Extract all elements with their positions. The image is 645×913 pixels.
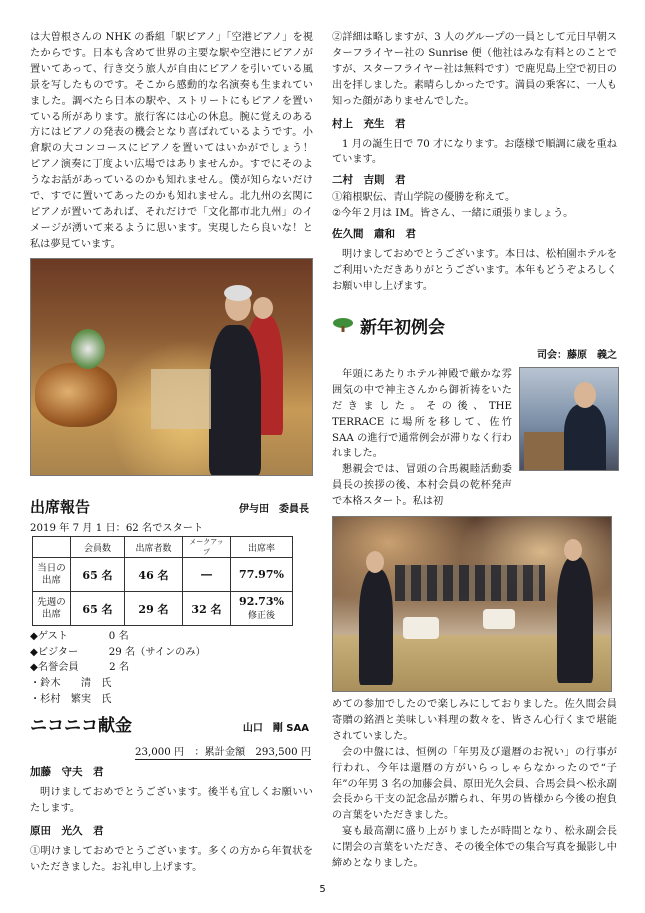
meeting-text-3: めての参加でしたので楽しみにしておりました。佐久間会員寄贈の銘酒と美味しい料理の数々を、皆さん心行くまで堪能されていました。 [332,699,617,742]
donor-name: 加藤 守夫 君 [30,766,104,779]
piano-essay-text: は大曽根さんの NHK の番組「駅ピアノ」「空港ピアノ」を視たからです。日本も含めて世界の主要な駅や空港にピアノが置いてあって、行き交う旅人が自由にピアノを引いている風景を写したものです。そこから感動的な名演奏も生まれていました。調べたら日本の駅や、ストリートにもピアノを置いている所があります。旅行客には心の休息。腕に覚えのある方にはピアノの発表の機会となり喜ばれているようです。小倉駅の大コンコースにピアノを置いてはいかがでしょう！ ピアノ演奏に丁度よい広場ではありませんか。すでにそのようなお話があっているのかも知れません。僕が知らないだけで、すでに置いてあったのかも知れません。北九州の玄関にピアノが置いてあれば、それだけで「文化都市北九州」のイメージが湧いて来るように思います。実現したら良いな！と私は夢見ています。 [30,32,324,250]
meeting-text-4: 会の中盤には、恒例の「年男及び還暦のお祝い」の行事が行われ、今年は還暦の方がいらっしゃらなかったので“子年”の年男 3 名の加藤会員、原田光久会員、合馬会員へ松永副会長から干支の記念品が贈られ、年男の皆様から今後の抱負の言葉をいただきました。 [332,746,617,822]
nikoniko-title: ニコニコ献金 [30,716,132,737]
donor-message: ①箱根駅伝、青山学院の優勝を称えて。 ②今年２月は IM。皆さん、一緒に頑張りましょう。 [332,192,574,220]
table [403,617,439,639]
nikoniko-reporter: 山口 剛 SAA [242,723,309,735]
table-row: 会員数 出席者数 メークアップ 出席率 [33,537,293,558]
donor-message-cont: ②詳細は略しますが、3 人のグループの一員として元日早朝スターフライヤー社の Sunrise 便（他社はみな有料とのことですが、スターフライヤー社は無料です）で鹿児島上空で初日の出を拝しました。素晴らしかったです。満員の乗客に、一人も知った顔がありませんでした。 [332,32,617,107]
right-column [332,30,617,872]
nikoniko-amount-line [30,743,311,758]
attendance-header [30,496,313,517]
nikoniko-total: ：累計金額 293,500 円 [194,747,311,759]
attendance-title: 出席報告 [30,497,91,516]
nikoniko-header [30,711,313,736]
attendance-reporter: 伊与田 委員長 [239,503,309,515]
table [483,609,515,629]
ballroom-photo [332,516,612,692]
crowd [395,565,545,601]
meeting-header [332,313,617,338]
donor-name: 村上 充生 君 [332,117,406,130]
guest-count: ◆ゲスト 0 名 [30,631,129,643]
honorary-member: ・杉村 繁実 氏 [30,693,112,705]
flower-arrangement [71,329,105,369]
meeting-text-1: 年頭にあたりホテル神殿で厳かな雰囲気の中で神主さんから御祈祷をいただきました。その後、THE TERRACE に場所を移して、佐竹 SAA の進行で通常例会が滞りなく行われました。 [332,368,512,460]
meeting-moderator: 司会：藤原 義之 [537,349,617,361]
honorary-member: ・鈴木 清 氏 [30,678,112,690]
page-number: 5 [319,884,326,895]
meeting-text-5: 宴も最高潮に盛り上がりましたが時間となり、松永副会長に閉会の言葉をいただき、その後全体での集合写真を撮影し中締めとなりました。 [332,826,617,870]
attendance-table [32,536,293,626]
donor-message: ①明けましておめでとうございます。多くの方から年賀状をいただきました。お礼申し上げます。 [30,846,313,873]
donor-message: 明けましておめでとうございます。後半も宜しくお願いいたします。 [30,787,313,815]
donor-message: 1 月の誕生日で 70 才になります。お蔭様で順調に歳を重ねています。 [332,138,617,166]
podium [524,432,568,471]
donor-name: 原田 光久 君 [30,825,104,838]
altar [151,369,211,429]
table-row: 先週の 出席 65 名 29 名 32 名 92.73% 修正後 [33,592,293,626]
meeting-text-block [332,367,617,510]
nikoniko-amount: 23,000 円 [135,747,185,759]
bonsai-icon [332,317,354,333]
man-figure [209,325,261,475]
table-row: 当日の 出席 65 名 46 名 ― 77.97% [33,558,293,592]
shrine-ceremony-photo [30,258,313,476]
donor-message: 明けましておめでとうございます。本日は、松柏園ホテルをご利用いただきありがとうございます。本年もどうぞよろしくお願い申し上げます。 [332,249,617,292]
visitor-count: ◆ビジター 29 名（サインのみ） [30,646,206,658]
attendance-start-line: 2019 年 7 月 1 日：62 名でスタート [30,522,204,534]
meeting-title: 新年初例会 [360,317,445,338]
attendance-extras [30,629,313,707]
meeting-text-2: 懇親会では、冒頭の合馬親睦活動委員長の挨拶の後、本村会員の乾杯発声で本格スタート。私は初 [332,464,512,508]
taiko-drum [35,363,117,427]
donor-name: 二村 吉則 君 [332,174,406,187]
honorary-count: ◆名誉会員 2 名 [30,662,130,674]
speaker-photo [519,367,619,471]
donor-name: 佐久間 肅和 君 [332,228,416,241]
speaker-figure [564,404,606,471]
left-column [30,30,324,876]
